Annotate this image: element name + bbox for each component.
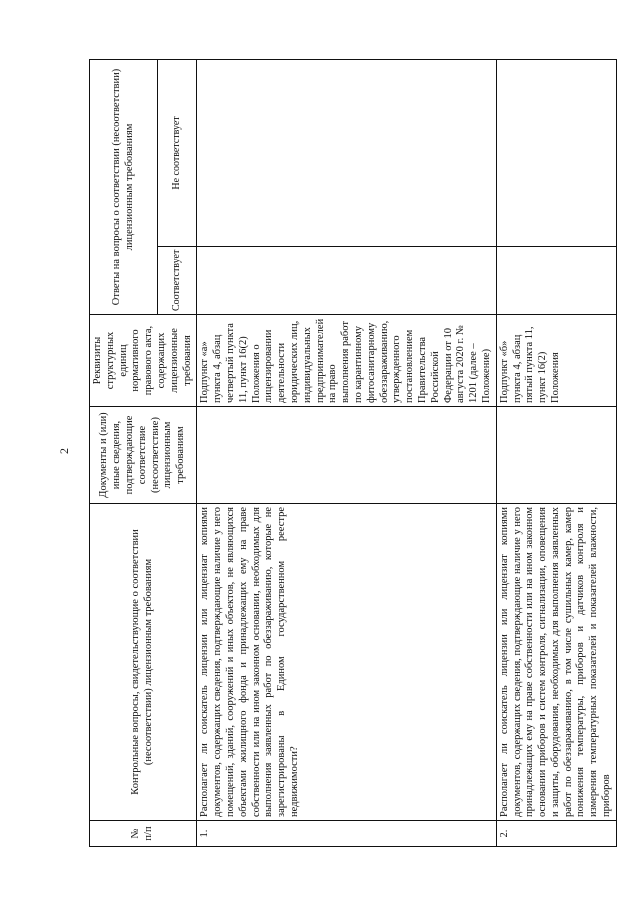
table-row [496,59,616,846]
row-number: 1. [197,821,496,847]
row-not-complies [197,59,496,246]
row-documents [197,407,496,504]
row-number: 2. [496,821,616,847]
table-row [197,59,496,846]
header-question: Контрольные вопросы, свидетельствующие о соответствии (несоответствии) лицензионным требованиям [90,504,197,821]
header-not-complies: Не соответствует [158,59,197,246]
rotated-table-frame [89,60,613,847]
header-requisites: Реквизиты структурных единиц нормативного правового акта, содержащих лицензионные требования [90,315,197,407]
header-num: № п/п [90,821,197,847]
header-documents: Документы и (или) иные сведения, подтверждающие соответствие (несоответствие) лицензионным требованиям [90,407,197,504]
page-number: 2 [57,448,71,454]
row-complies [197,247,496,315]
header-complies: Соответствует [158,247,197,315]
row-question: Располагает ли соискатель лицензии или лицензиат копиями документов, содержащих сведения, подтверждающие наличие у него принадлежащих ему на праве собственности или на ином законном основании приборов и систем контроля, сигнализации, оповещения и защиты, оборудования, необходимых для выполнения заявленных работ по обеззараживанию, в том числе сушильных камер, камер понижения температуры, приборов и датчиков контроля и измерения температурных показателей и показателей влажности, приборов [496,504,616,821]
row-requisites: Подпункт «а» пункта 4, абзац четвертый пункта 11, пункт 16(2) Положения о лицензировании деятельности юридических лиц, индивидуальных предпринимателей на право выполнения работ по карантинному фитосанитарному обеззараживанию, утвержденного постановлением Правительства Российской Федерации от 10 августа 2020 г. № 1201 (далее – Положение) [197,315,496,407]
row-documents [496,407,616,504]
header-answers: Ответы на вопросы о соответствии (несоответствии) лицензионным требованиям [90,59,158,314]
row-requisites: Подпункт «б» пункта 4, абзац пятый пункта 11, пункт 16(2) Положения [496,315,616,407]
row-question: Располагает ли соискатель лицензии или лицензиат копиями документов, содержащих сведения, подтверждающие наличие у него помещений, зданий, сооружений и иных объектов, не являющихся объектами жилищного фонда и принадлежащих ему на праве собственности или на ином законном основании, необходимых для выполнения заявленных работ по обеззараживанию, которые не зарегистрированы в Едином государственном реестре недвижимости? [197,504,496,821]
header-row [90,59,158,846]
requirements-table [89,59,617,847]
row-complies [496,247,616,315]
row-not-complies [496,59,616,246]
